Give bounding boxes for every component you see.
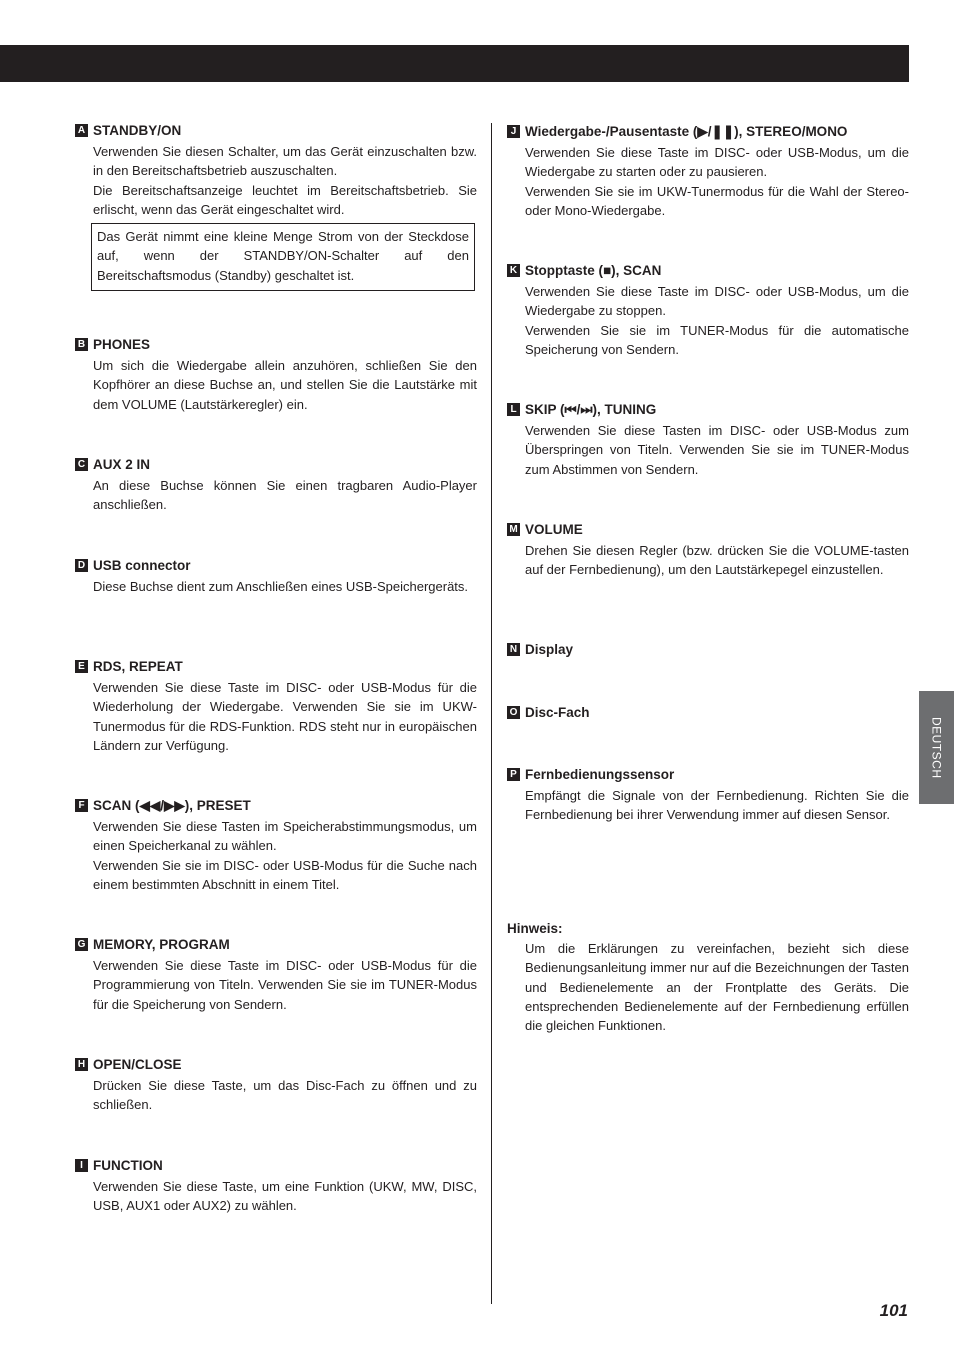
entry-volume [507, 521, 909, 580]
entry-title: SKIP (⏮/⏭), TUNING [525, 401, 657, 417]
entry-standby-on [75, 122, 477, 291]
column-divider [491, 123, 492, 1304]
letter-badge: H [75, 1058, 88, 1071]
entry-title: Disc-Fach [525, 705, 590, 720]
entry-heading [507, 262, 909, 279]
hinweis-title: Hinweis: [507, 921, 563, 936]
entry-function [75, 1157, 477, 1216]
hinweis-section [507, 921, 909, 1035]
page-number: 101 [879, 1301, 908, 1320]
letter-badge: M [507, 523, 520, 536]
entry-heading [507, 641, 909, 658]
entry-text: Empfängt die Signale von der Fernbedienung. Richten Sie die Fernbedienung bei ihrer Verwendung immer auf diesen Sensor. [525, 788, 909, 823]
entry-text: Verwenden Sie diese Tasten im DISC- oder USB-Modus zum Überspringen von Titeln. Verwenden Sie sie im TUNER-Modus zum Abstimmen von Sendern. [525, 423, 909, 477]
entry-scan-preset [75, 797, 477, 894]
entry-text: Verwenden Sie diese Taste im DISC- oder USB-Modus, um die Wiedergabe zu starten oder zu pausieren. Verwenden Sie sie im UKW-Tunermodus für die Wahl der Stereo- oder Mono-Wiedergabe. [525, 145, 909, 218]
letter-badge: G [75, 938, 88, 951]
entry-heading [75, 1157, 477, 1174]
entry-heading [507, 704, 909, 721]
letter-badge: J [507, 125, 520, 138]
entry-title: RDS, REPEAT [93, 659, 183, 674]
note-box: Das Gerät nimmt eine kleine Menge Strom von der Steckdose auf, wenn der STANDBY/ON-Schalter auf den Bereitschaftsmodus (Standby) geschaltet ist. [91, 223, 475, 291]
entry-heading [75, 797, 477, 814]
entry-text: Um sich die Wiedergabe allein anzuhören, schließen Sie den Kopfhörer an diese Buchse an, und stellen Sie die Lautstärke mit dem VOLUME (Lautstärkeregler) ein. [93, 358, 477, 412]
entry-title: STANDBY/ON [93, 123, 182, 138]
letter-badge: E [75, 660, 88, 673]
entry-text: An diese Buchse können Sie einen tragbaren Audio-Player anschließen. [93, 478, 477, 513]
letter-badge: N [507, 643, 520, 656]
entry-text: Verwenden Sie diese Taste im DISC- oder USB-Modus für die Wiederholung der Wiedergabe. Verwenden Sie sie im UKW-Tunermodus für die RDS-Funktion. RDS steht nur in europäischen Ländern zur Verfügung. [93, 680, 477, 753]
entry-heading [75, 658, 477, 675]
entry-heading [75, 336, 477, 353]
entry-text: Verwenden Sie diesen Schalter, um das Gerät einzuschalten bzw. in den Bereitschaftsbetrieb auszuschalten. Die Bereitschaftsanzeige leuchtet im Bereitschaftsbetrieb. Sie erlischt, wenn das Gerät eingeschaltet wird. [93, 144, 477, 217]
entry-heading [507, 123, 909, 140]
entry-text: Verwenden Sie diese Taste, um eine Funktion (UKW, MW, DISC, USB, AUX1 oder AUX2) zu wählen. [93, 1179, 477, 1214]
entry-title: Fernbedienungssensor [525, 767, 675, 782]
entry-phones [75, 336, 477, 414]
entry-title: VOLUME [525, 522, 583, 537]
entry-title: PHONES [93, 337, 151, 352]
entry-stop-scan [507, 262, 909, 359]
entry-title: Wiedergabe-/Pausentaste (▶/❚❚), STEREO/MONO [525, 123, 848, 139]
letter-badge: P [507, 768, 520, 781]
entry-title: USB connector [93, 558, 191, 573]
entry-text: Diese Buchse dient zum Anschließen eines USB-Speichergeräts. [93, 579, 469, 594]
entry-open-close [75, 1056, 477, 1115]
entry-title: AUX 2 IN [93, 457, 151, 472]
entry-text: Verwenden Sie diese Taste im DISC- oder USB-Modus für die Programmierung von Titeln. Verwenden Sie sie im TUNER-Modus für die Speicherung von Sendern. [93, 958, 477, 1012]
letter-badge: L [507, 403, 520, 416]
entry-rds-repeat [75, 658, 477, 755]
header-bar [0, 45, 909, 82]
entry-title: MEMORY, PROGRAM [93, 937, 230, 952]
entry-heading [507, 766, 909, 783]
entry-aux2-in [75, 456, 477, 515]
entry-text: Drücken Sie diese Taste, um das Disc-Fach zu öffnen und zu schließen. [93, 1078, 477, 1113]
letter-badge: O [507, 706, 520, 719]
language-tab-label: DEUTSCH [929, 716, 944, 779]
entry-text: Drehen Sie diesen Regler (bzw. drücken Sie die VOLUME-tasten auf der Fernbedienung), um den Lautstärkepegel einzustellen. [525, 543, 909, 578]
letter-badge: K [507, 264, 520, 277]
entry-heading [75, 1056, 477, 1073]
entry-heading [75, 122, 477, 139]
entry-text: Verwenden Sie diese Tasten im Speicherabstimmungsmodus, um einen Speicherkanal zu wählen. Verwenden Sie sie im DISC- oder USB-Modus für die Suche nach einem bestimmten Abschnitt in einem Titel. [93, 819, 477, 892]
entry-heading [75, 936, 477, 953]
entry-title: Stopptaste (■), SCAN [525, 263, 662, 278]
entry-play-pause [507, 123, 909, 220]
entry-title: FUNCTION [93, 1158, 163, 1173]
entry-heading [75, 456, 477, 473]
letter-badge: D [75, 559, 88, 572]
entry-skip-tuning [507, 401, 909, 479]
letter-badge: C [75, 458, 88, 471]
letter-badge: A [75, 124, 88, 137]
entry-heading [507, 521, 909, 538]
entry-display [507, 641, 909, 658]
language-tab [919, 691, 954, 804]
entry-title: Display [525, 642, 574, 657]
letter-badge: F [75, 799, 88, 812]
letter-badge: I [75, 1159, 88, 1172]
entry-title: OPEN/CLOSE [93, 1057, 182, 1072]
entry-disc-fach [507, 704, 909, 721]
letter-badge: B [75, 338, 88, 351]
entry-usb-connector [75, 557, 477, 596]
hinweis-text: Um die Erklärungen zu vereinfachen, bezieht sich diese Bedienungsanleitung immer nur auf die Bezeichnungen der Tasten und Bedienelemente an der Frontplatte des Geräts. Die entsprechenden Bedienelemente auf der Fernbedienung erfüllen die gleichen Funktionen. [525, 941, 909, 1034]
entry-memory-program [75, 936, 477, 1014]
entry-title: SCAN (◀◀/▶▶), PRESET [93, 797, 251, 813]
entry-text: Verwenden Sie diese Taste im DISC- oder USB-Modus, um die Wiedergabe zu stoppen. Verwenden Sie sie im TUNER-Modus für die automatische Speicherung von Sendern. [525, 284, 909, 357]
entry-heading [507, 401, 909, 418]
entry-heading [75, 557, 477, 574]
entry-remote-sensor [507, 766, 909, 825]
